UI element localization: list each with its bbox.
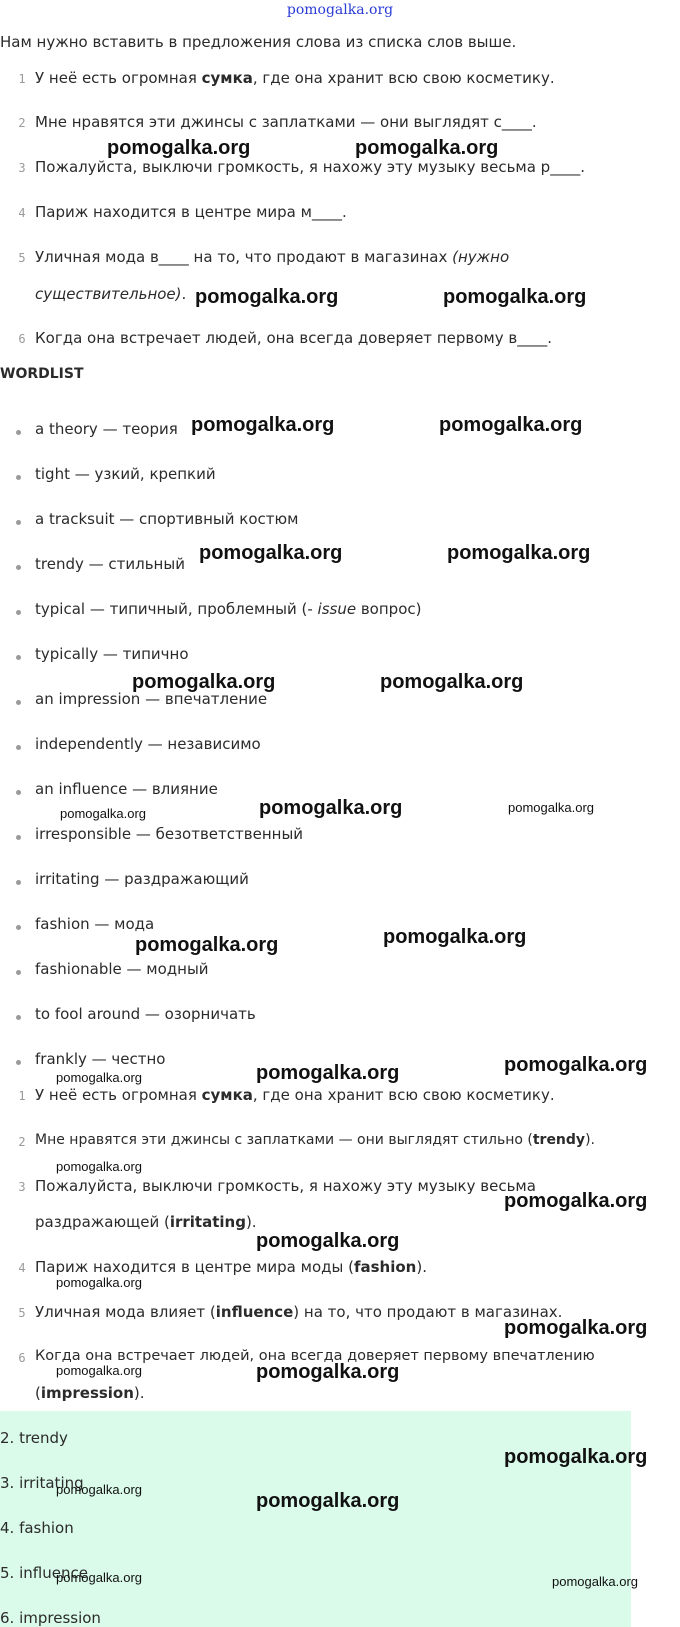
wordlist-item: to fool around — озорничать	[35, 1005, 256, 1023]
task-sentence-5: Уличная мода в____ на то, что продают в магазинах (нужно	[35, 248, 510, 266]
watermark: pomogalka.org	[504, 1054, 648, 1076]
bullet	[16, 880, 21, 885]
watermark: pomogalka.org	[504, 1446, 648, 1468]
wordlist-heading: WORDLIST	[0, 366, 84, 382]
bullet	[16, 1015, 21, 1020]
task-sentence-3: Пожалуйста, выключи громкость, я нахожу эту музыку весьма р____.	[35, 158, 585, 176]
sentence-number: 3	[18, 161, 26, 175]
wordlist-item: irresponsible — безответственный	[35, 825, 304, 843]
watermark: pomogalka.org	[107, 137, 251, 159]
watermark: pomogalka.org	[56, 1159, 142, 1174]
sentence-number: 6	[18, 332, 26, 346]
sentence-number: 6	[18, 1351, 26, 1365]
bullet	[16, 610, 21, 615]
task-sentence-1: У неё есть огромная сумка, где она хранит всю свою косметику.	[35, 69, 555, 87]
watermark: pomogalka.org	[256, 1361, 400, 1383]
wordlist-item: fashion — мода	[35, 915, 155, 933]
watermark: pomogalka.org	[56, 1570, 142, 1585]
task-sentence-2: Мне нравятся эти джинсы с заплатками — они выглядят с____.	[35, 113, 537, 131]
watermark: pomogalka.org	[56, 1482, 142, 1497]
sentence-number: 2	[18, 116, 26, 130]
wordlist-item: trendy — стильный	[35, 555, 185, 573]
wordlist-item: an influence — влияние	[35, 780, 218, 798]
solution-sentence-2: Мне нравятся эти джинсы с заплатками — они выглядят стильно (trendy).	[35, 1132, 595, 1148]
bullet	[16, 475, 21, 480]
watermark: pomogalka.org	[191, 414, 335, 436]
watermark: pomogalka.org	[135, 934, 279, 956]
watermark: pomogalka.org	[504, 1190, 648, 1212]
watermark: pomogalka.org	[195, 286, 339, 308]
sentence-number: 2	[18, 1135, 26, 1149]
site-link[interactable]: pomogalka.org	[286, 2, 394, 18]
wordlist-item: independently — независимо	[35, 735, 261, 753]
task-sentence-4: Париж находится в центре мира м____.	[35, 203, 347, 221]
sentence-number: 1	[18, 72, 26, 86]
answer-item: 6. impression	[0, 1609, 101, 1627]
watermark: pomogalka.org	[56, 1363, 142, 1378]
sentence-number: 4	[18, 1261, 26, 1275]
solution-sentence-3-cont: раздражающей (irritating).	[35, 1213, 257, 1231]
solution-sentence-6-cont: (impression).	[35, 1384, 145, 1402]
answer-item: 4. fashion	[0, 1519, 74, 1537]
watermark: pomogalka.org	[256, 1062, 400, 1084]
wordlist-item: a theory — теория	[35, 420, 178, 438]
watermark: pomogalka.org	[439, 414, 583, 436]
watermark: pomogalka.org	[508, 800, 594, 815]
wordlist-item: fashionable — модный	[35, 960, 209, 978]
sentence-number: 3	[18, 1180, 26, 1194]
answer-item: 3. irritating	[0, 1474, 84, 1492]
bullet	[16, 790, 21, 795]
bullet	[16, 925, 21, 930]
watermark: pomogalka.org	[132, 671, 276, 693]
sentence-number: 5	[18, 251, 26, 265]
watermark: pomogalka.org	[380, 671, 524, 693]
bullet	[16, 700, 21, 705]
sentence-number: 5	[18, 1306, 26, 1320]
bullet	[16, 970, 21, 975]
solution-sentence-4: Париж находится в центре мира моды (fashion).	[35, 1258, 427, 1276]
wordlist-item: tight — узкий, крепкий	[35, 465, 216, 483]
solution-sentence-1: У неё есть огромная сумка, где она хранит всю свою косметику.	[35, 1086, 555, 1104]
wordlist-item: an impression — впечатление	[35, 690, 268, 708]
bullet	[16, 655, 21, 660]
watermark: pomogalka.org	[447, 542, 591, 564]
answers-box	[0, 1411, 631, 1627]
wordlist-item: irritating — раздражающий	[35, 870, 249, 888]
bullet	[16, 430, 21, 435]
watermark: pomogalka.org	[56, 1275, 142, 1290]
wordlist-item: typically — типично	[35, 645, 189, 663]
answer-item: 5. influence	[0, 1564, 88, 1582]
task-sentence-6: Когда она встречает людей, она всегда доверяет первому в____.	[35, 329, 552, 347]
watermark: pomogalka.org	[355, 137, 499, 159]
bullet	[16, 520, 21, 525]
wordlist-item: typical — типичный, проблемный (- issue вопрос)	[35, 600, 422, 618]
solution-sentence-6: Когда она встречает людей, она всегда доверяет первому впечатлению	[35, 1348, 595, 1364]
watermark: pomogalka.org	[56, 1070, 142, 1085]
watermark: pomogalka.org	[552, 1574, 638, 1589]
bullet	[16, 1060, 21, 1065]
bullet	[16, 835, 21, 840]
bullet	[16, 565, 21, 570]
watermark: pomogalka.org	[443, 286, 587, 308]
task-sentence-5-cont: существительное).	[35, 285, 187, 303]
task-intro: Нам нужно вставить в предложения слова из списка слов выше.	[0, 33, 517, 51]
watermark: pomogalka.org	[259, 797, 403, 819]
watermark: pomogalka.org	[383, 926, 527, 948]
watermark: pomogalka.org	[60, 806, 146, 821]
watermark: pomogalka.org	[199, 542, 343, 564]
watermark: pomogalka.org	[504, 1317, 648, 1339]
sentence-number: 4	[18, 206, 26, 220]
answer-item: 2. trendy	[0, 1429, 68, 1447]
sentence-number: 1	[18, 1089, 26, 1103]
bullet	[16, 745, 21, 750]
wordlist-item: a tracksuit — спортивный костюм	[35, 510, 299, 528]
solution-sentence-5: Уличная мода влияет (influence) на то, что продают в магазинах.	[35, 1303, 563, 1321]
watermark: pomogalka.org	[256, 1490, 400, 1512]
watermark: pomogalka.org	[256, 1230, 400, 1252]
solution-sentence-3: Пожалуйста, выключи громкость, я нахожу эту музыку весьма	[35, 1177, 536, 1195]
wordlist-item: frankly — честно	[35, 1050, 166, 1068]
